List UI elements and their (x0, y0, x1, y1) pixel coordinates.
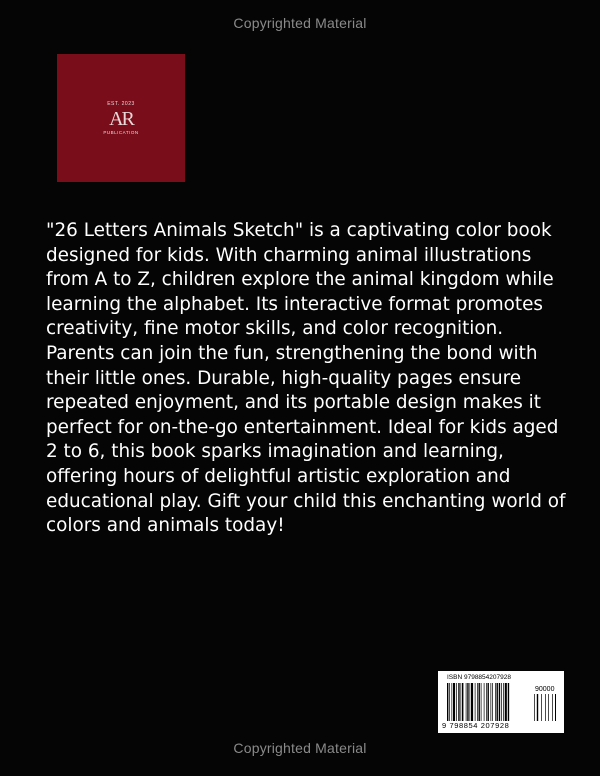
logo-established-text: EST. 2023 (107, 101, 135, 107)
barcode-bar (449, 683, 450, 721)
barcode-addon-bar (534, 694, 535, 721)
barcode-digits: 9 798854 207928 (442, 721, 510, 730)
barcode-addon-bar (552, 694, 553, 721)
isbn-barcode-panel (438, 671, 564, 733)
barcode-bar (453, 683, 455, 721)
barcode-bar (505, 683, 507, 721)
barcode-bar (456, 683, 457, 721)
barcode-bar (475, 683, 476, 721)
barcode-addon-bar (537, 694, 538, 721)
copyright-watermark-bottom: Copyrighted Material (233, 740, 367, 756)
publisher-logo (57, 54, 185, 182)
barcode-bar (470, 683, 471, 721)
barcode-bar (477, 683, 478, 721)
logo-publication-text: PUBLICATION (103, 130, 139, 135)
isbn-label: ISBN 9798854207928 (447, 674, 511, 681)
copyright-watermark-top: Copyrighted Material (233, 15, 367, 31)
barcode-bar (499, 683, 500, 721)
barcode-bar (488, 683, 489, 721)
barcode-bar (447, 683, 448, 721)
barcode-bar (486, 683, 487, 721)
barcode-bar (462, 683, 463, 721)
barcode-addon-bar (548, 694, 549, 721)
barcode-bar (503, 683, 504, 721)
barcode-bar (501, 683, 502, 721)
barcode-addon-bar (541, 694, 542, 721)
barcode-bar (458, 683, 459, 721)
barcode-bar (461, 683, 462, 721)
barcode-addon-bar (555, 694, 556, 721)
barcode-bar (467, 683, 468, 721)
barcode-bar (479, 683, 480, 721)
barcode-bar (466, 683, 467, 721)
book-description: "26 Letters Animals Sketch" is a captivating color book designed for kids. With charming animal illustrations from A to Z, children explore the animal kingdom while learning the alphabet. Its interactive format promotes creativity, fine motor skills, and color recognition. Parents can join the fun, strengthening the bond with their little ones. Durable, high-quality pages ensure repeated enjoyment, and its portable design makes it perfect for on-the-go entertainment. Ideal for kids aged 2 to 6, this book sparks imagination and learning, offering hours of delightful artistic exploration and educational play. Gift your child this enchanting world of colors and animals today! (46, 220, 566, 537)
barcode-bar (481, 683, 482, 721)
barcode-bar (484, 683, 485, 721)
barcode-bar (495, 683, 496, 721)
barcode-bar (508, 683, 509, 721)
barcode-bar (492, 683, 493, 721)
barcode-bar (497, 683, 498, 721)
logo-monogram: AR (109, 108, 133, 130)
barcode-bar (471, 683, 473, 721)
barcode-bar (491, 683, 492, 721)
price-code: 90000 (535, 686, 555, 693)
barcode-bar (452, 683, 453, 721)
barcode-addon-bar (545, 694, 546, 721)
